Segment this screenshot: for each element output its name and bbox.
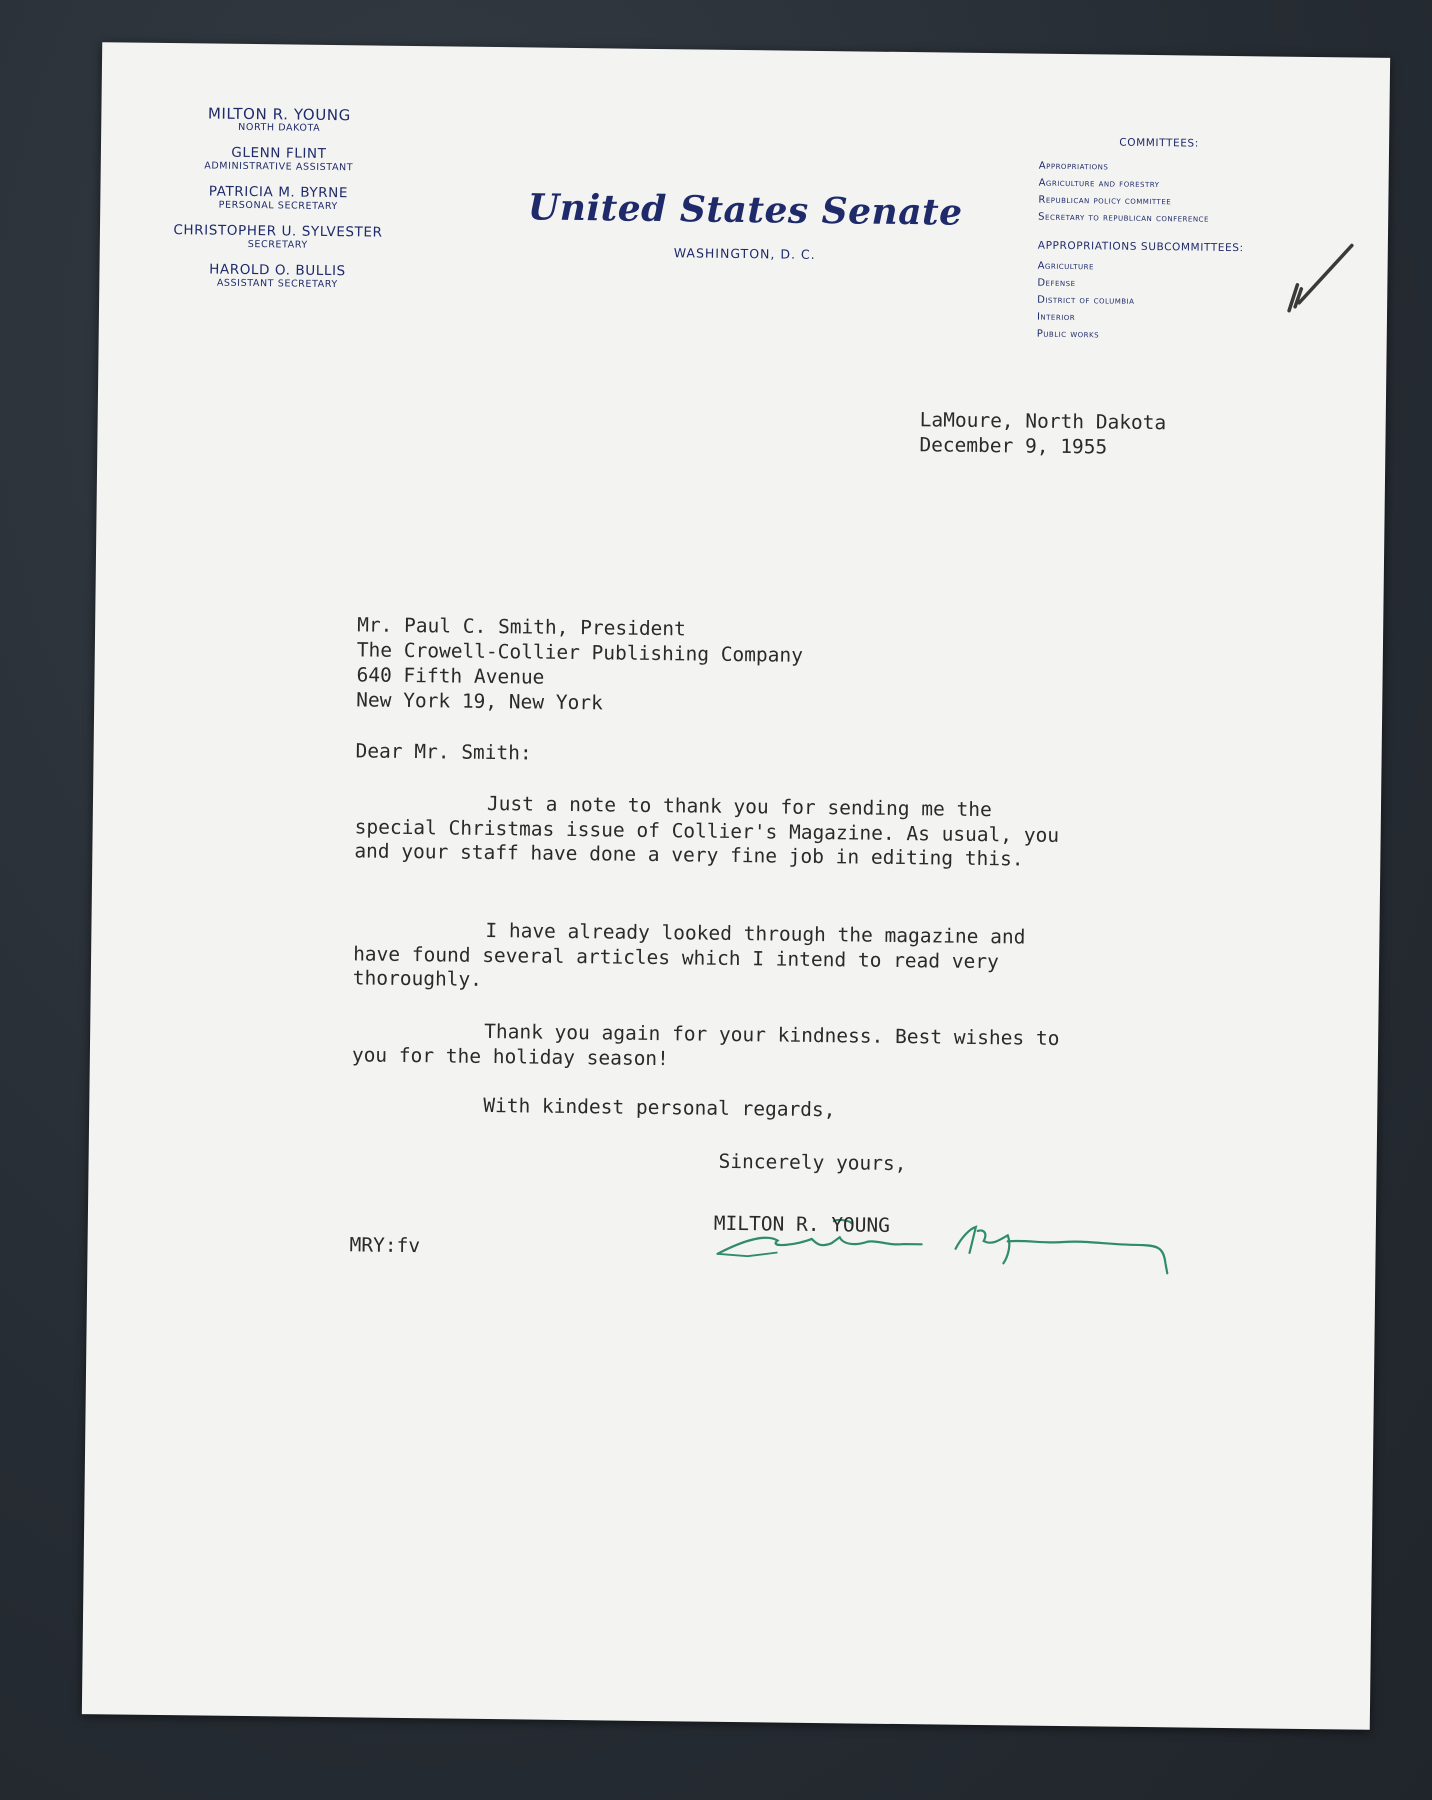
signer-name: MILTON R. YOUNG [713,1211,891,1237]
address-line: New York 19, New York [356,688,603,715]
address-line: Mr. Paul C. Smith, President [357,613,687,641]
body-paragraph: Just a note to thank you for sending me the special Christmas issue of Collier's Magazine. As usual, you and your staff have done a very fine job in editing this. [354,791,1060,871]
staff-role: SECRETARY [247,238,308,251]
letter-date: December 9, 1955 [919,433,1108,459]
letter-place: LaMoure, North Dakota [919,408,1167,435]
staff-name: MILTON R. YOUNG [207,104,351,125]
staff-role: ASSISTANT SECRETARY [216,277,338,291]
body-paragraph: I have already looked through the magazine and have found several articles which I intend to read very thoroughly. [352,918,1026,991]
address-line: The Crowell-Collier Publishing Company [356,638,804,667]
typist-initials: MRY:fv [349,1233,421,1258]
letter-sheet [82,42,1390,1730]
staff-role: PERSONAL SECRETARY [218,199,338,213]
body-paragraph: Thank you again for your kindness. Best wishes to you for the holiday season! [351,1019,1060,1070]
letterhead-city: WASHINGTON, D. C. [673,245,816,262]
staff-name: CHRISTOPHER U. SYLVESTER [173,222,383,241]
letterhead-title-block [520,187,971,263]
letterhead-title: United States Senate [527,186,963,234]
staff-name: PATRICIA M. BYRNE [208,183,349,202]
subcommittee-item: Public works [1036,328,1100,341]
subcommittees-header: APPROPRIATIONS SUBCOMMITTEES: [1037,239,1244,255]
committees-header: COMMITTEES: [1119,136,1199,150]
closing-line: Sincerely yours, [718,1149,907,1176]
subcommittee-item: Agriculture [1037,260,1095,273]
subcommittee-item: Defense [1037,277,1076,290]
pencil-mark-icon [1271,236,1362,327]
staff-name: HAROLD O. BULLIS [209,261,346,280]
subcommittee-item: Interior [1036,311,1076,324]
staff-name: GLENN FLINT [231,144,327,162]
subcommittee-item: District of columbia [1037,294,1135,307]
committee-item: Secretary to republican conference [1038,211,1209,225]
committee-item: Republican policy committee [1038,194,1172,208]
salutation: Dear Mr. Smith: [355,739,532,765]
regards-line: With kindest personal regards, [483,1093,836,1122]
address-line: 640 Fifth Avenue [356,663,545,689]
letterhead-staff-list [159,105,397,292]
staff-role: ADMINISTRATIVE ASSISTANT [204,160,354,174]
committee-item: Agriculture and forestry [1038,177,1160,191]
staff-role: NORTH DAKOTA [238,121,321,134]
committee-item: Appropriations [1038,160,1109,173]
